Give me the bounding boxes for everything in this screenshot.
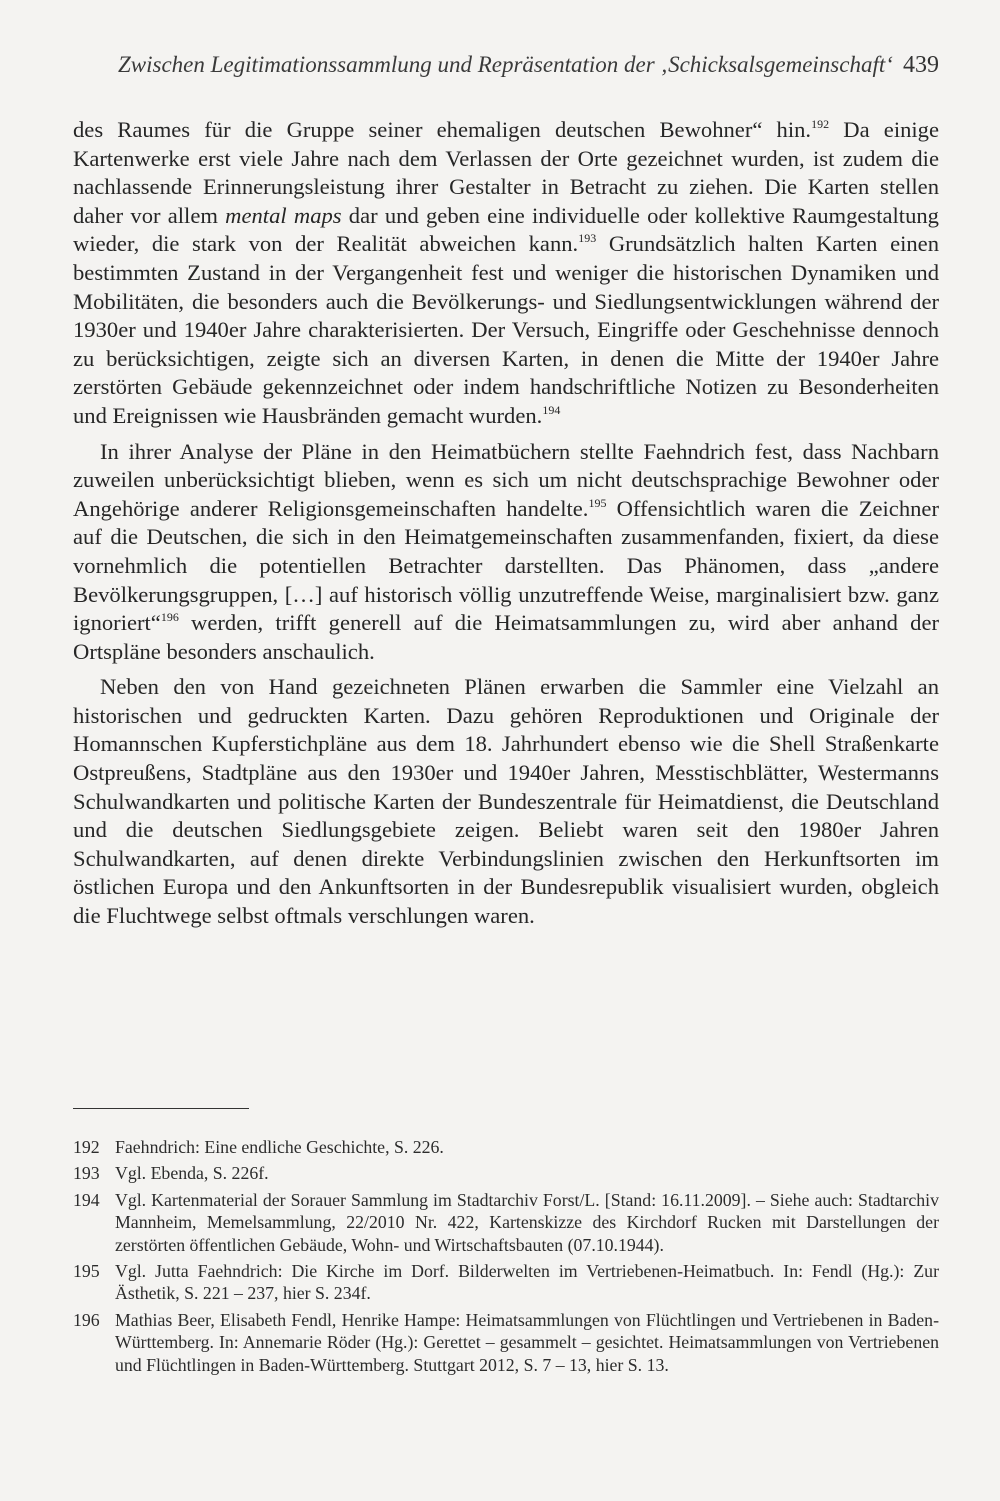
paragraph-text: werden, trifft generell auf die Heimatsammlungen zu, wird aber anhand der Ortspläne besonders anschaulich. — [73, 610, 939, 664]
paragraph-text: In ihrer Analyse der Pläne in den Heimatbüchern stellte Faehndrich fest, dass Nachbarn zuweilen unberücksichtigt blieben, wenn es sich um nicht deutschsprachige Bewohner oder Angehörige anderer Religionsgemeinschaften handelte. — [73, 438, 939, 521]
running-head — [118, 52, 939, 79]
page-number: 439 — [903, 52, 939, 78]
paragraph-text: des Raumes für die Gruppe seiner ehemaligen deutschen Bewohner“ hin. — [73, 117, 812, 142]
footnote-number: 193 — [73, 1163, 100, 1184]
footnote — [73, 1309, 939, 1376]
footnote — [73, 1189, 939, 1256]
footnote-reference[interactable]: 193 — [578, 231, 597, 246]
footnote-text: Vgl. Jutta Faehndrich: Die Kirche im Dorf. Bilderwelten im Vertriebenen-Heimatbuch. In: Fendl (Hg.): Zur Ästhetik, S. 221 – 237, hier S. 234f. — [115, 1261, 939, 1304]
footnote-reference[interactable]: 196 — [160, 610, 179, 625]
footnote-number: 196 — [73, 1309, 100, 1330]
footnote — [73, 1136, 939, 1158]
emphasis-text: mental maps — [225, 202, 342, 228]
paragraph-text: Grundsätzlich halten Karten einen bestimmten Zustand in der Vergangenheit fest und weniger die historischen Dynamiken und Mobilitäten, die besonders auch die Bevölkerungs- und Siedlungsentwicklungen während der 1930er und 1940er Jahre charakterisierten. Der Versuch, Eingriffe oder Geschehnisse dennoch zu berücksichtigen, zeigte sich an diversen Karten, in denen die Mitte der 1940er Jahre zerstörten Gebäude gekennzeichnet oder indem handschriftliche Notizen zu Besonderheiten und Ereignissen wie Hausbränden gemacht wurden. — [73, 231, 939, 428]
paragraph-text: dar und geben eine individuelle oder kollektive Raumgestaltung wieder, die stark von der Realität abweichen kann. — [73, 202, 939, 257]
footnote — [73, 1260, 939, 1305]
paragraph-2 — [73, 438, 939, 667]
paragraph-text: Offensichtlich waren die Zeichner auf die Deutschen, die sich in den Heimatgemeinschaften zusammenfanden, fixiert, da diese vornehmlich die potentiellen Betrachter darstellten. Das Phänomen, dass „andere Bevölkerungsgruppen, […] auf historisch völlig unzutreffende Weise, marginalisiert bzw. ganz ignoriert“ — [73, 495, 939, 636]
footnote-number: 194 — [73, 1189, 100, 1210]
footnote-rule — [73, 1108, 249, 1109]
footnote-text: Mathias Beer, Elisabeth Fendl, Henrike Hampe: Heimatsammlungen von Flüchtlingen und Vertriebenen in Baden-Württemberg. In: Annemarie Röder (Hg.): Gerettet – gesammelt – gesichtet. Heimatsammlungen von Vertriebenen und Flüchtlingen in Baden-Württemberg. Stuttgart 2012, S. 7 – 13, hier S. 13. — [115, 1309, 939, 1375]
footnote-reference[interactable]: 192 — [811, 117, 830, 131]
paragraph-1 — [73, 116, 939, 431]
paragraph-text: Da einige Kartenwerke erst viele Jahre nach dem Verlassen der Orte gezeichnet wurden, ist zudem die nachlassende Erinnerungsleistung ihrer Gestalter in Betracht zu ziehen. Die Karten stellen daher vor allem — [73, 117, 939, 228]
footnote-text: Faehndrich: Eine endliche Geschichte, S. 226. — [115, 1137, 444, 1157]
footnote-number: 192 — [73, 1137, 100, 1157]
body-text — [73, 116, 939, 931]
footnote-text: Vgl. Kartenmaterial der Sorauer Sammlung im Stadtarchiv Forst/L. [Stand: 16.11.2009]. – Siehe auch: Stadtarchiv Mannheim, Memelsammlung, 22/2010 Nr. 422, Kartenskizze des Kirchdorf Rucken mit Darstellungen der zerstörten öffentlichen Gebäude, Wohn- und Wirtschaftsbauten (07.10.1944). — [115, 1189, 939, 1255]
footnote-number: 195 — [73, 1261, 100, 1282]
footnotes — [73, 1136, 939, 1380]
paragraph-text: Neben den von Hand gezeichneten Plänen erwarben die Sammler eine Vielzahl an historischen und gedruckten Karten. Dazu gehören Reproduktionen und Originale der Homannschen Kupferstichpläne aus dem 18. Jahrhundert ebenso wie die Shell Straßenkarte Ostpreußens, Stadtpläne aus den 1930er und 1940er Jahren, Messtischblätter, Westermanns Schulwandkarten und politische Karten der Bundeszentrale für Heimatdienst, die Deutschland und die deutschen Siedlungsgebiete zeigen. Beliebt waren seit den 1980er Jahren Schulwandkarten, auf denen direkte Verbindungslinien zwischen den Herkunftsorten im östlichen Europa und den Ankunftsorten in der Bundesrepublik visualisiert wurden, obgleich die Fluchtwege selbst oftmals verschlungen waren. — [73, 674, 939, 929]
footnote-reference[interactable]: 195 — [588, 495, 607, 510]
footnote-reference[interactable]: 194 — [542, 402, 561, 417]
paragraph-3 — [73, 673, 939, 930]
footnote — [73, 1162, 939, 1184]
footnote-text: Vgl. Ebenda, S. 226f. — [115, 1163, 269, 1184]
running-head-title: Zwischen Legitimationssammlung und Repräsentation der ‚Schicksalsgemeinschaft‘ — [118, 52, 893, 77]
